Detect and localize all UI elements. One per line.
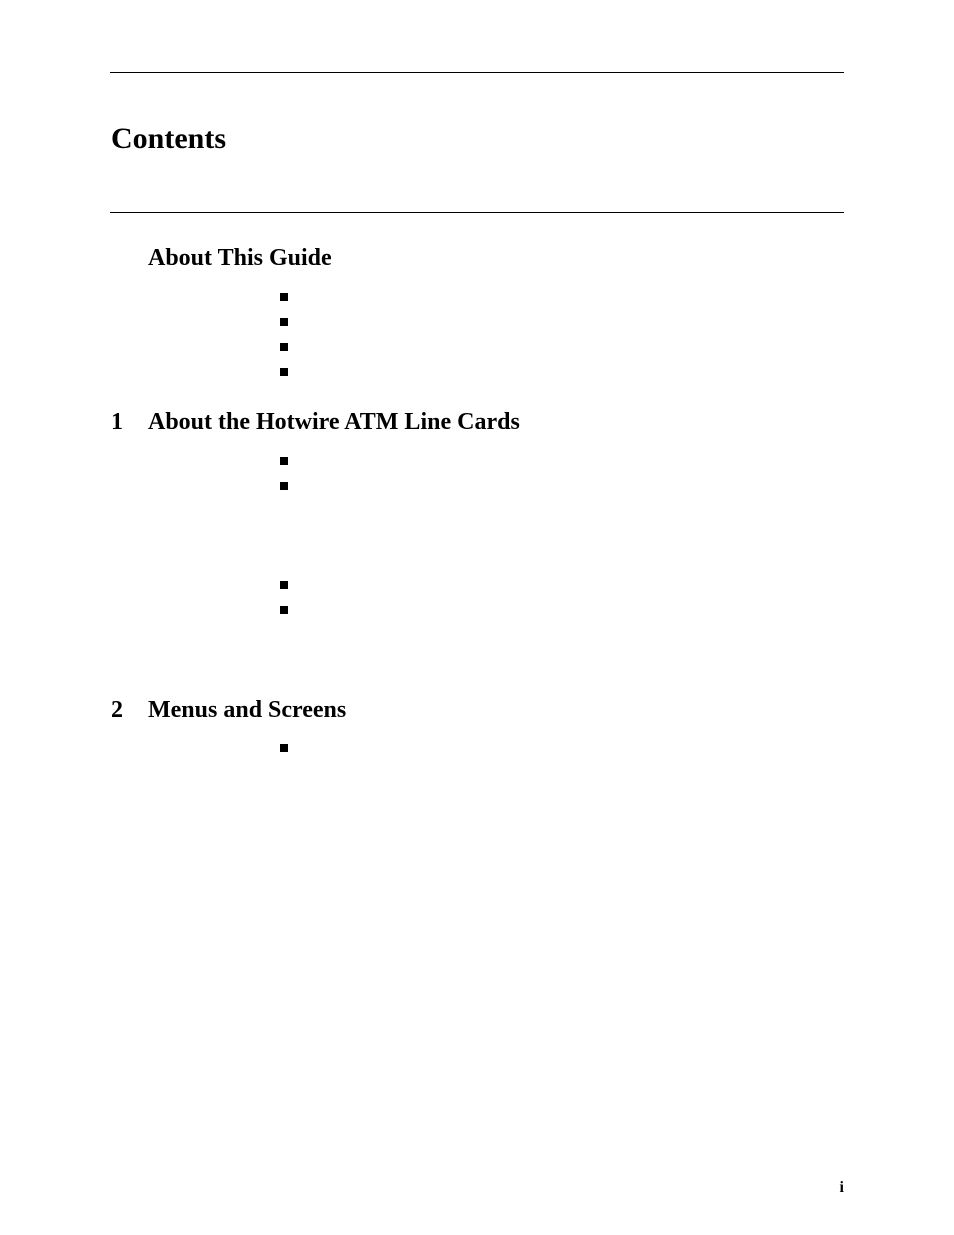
page-number: i [839, 1179, 844, 1196]
square-bullet-icon [280, 457, 288, 465]
chapter-number: 2 [111, 697, 123, 723]
square-bullet-icon [280, 293, 288, 301]
toc-section-heading[interactable] [0, 408, 954, 436]
square-bullet-icon [280, 581, 288, 589]
square-bullet-icon [280, 368, 288, 376]
square-bullet-icon [280, 482, 288, 490]
toc-section-menus-and-screens [0, 696, 954, 724]
toc-section-about-hotwire-atm-line-cards [0, 408, 954, 436]
square-bullet-icon [280, 744, 288, 752]
section-title: Menus and Screens [148, 697, 347, 723]
title-rule [110, 212, 844, 213]
toc-section-heading[interactable] [0, 696, 954, 724]
toc-section-heading[interactable] [0, 244, 954, 272]
square-bullet-icon [280, 318, 288, 326]
toc-section-about-this-guide [0, 244, 954, 272]
section-title: About the Hotwire ATM Line Cards [148, 409, 520, 435]
page-title: Contents [111, 122, 227, 155]
square-bullet-icon [280, 606, 288, 614]
header-rule [110, 72, 844, 73]
section-title: About This Guide [148, 245, 332, 271]
square-bullet-icon [280, 343, 288, 351]
chapter-number: 1 [111, 409, 123, 435]
